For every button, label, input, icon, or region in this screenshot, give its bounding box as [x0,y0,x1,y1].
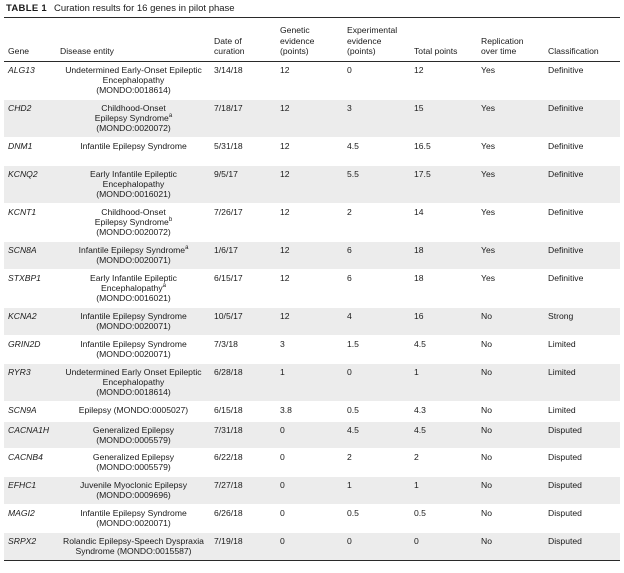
total-points-cell: 12 [414,64,424,75]
disease-line [60,85,207,95]
disease-line [60,387,207,397]
table-body [4,61,620,560]
disease-cell [56,421,210,448]
date-cell: 1/6/17 [214,244,238,255]
experimental-evidence-cell: 6 [347,272,352,283]
gene-cell: EFHC1 [8,479,37,490]
classification-cell: Strong [548,310,574,321]
disease-text: Undetermined Early Onset Epileptic [65,366,202,377]
disease-line [60,245,207,255]
table-row [4,61,620,99]
classification-cell: Disputed [548,507,582,518]
footnote-marker: a [185,244,189,251]
date-cell: 6/15/17 [214,272,243,283]
date-cell: 3/14/18 [214,64,243,75]
disease-text: Encephalopathy [102,376,165,387]
col-header-experimental: Experimental evidence (points) [343,18,410,61]
disease-line [60,255,207,265]
total-points-cell: 4.3 [414,404,426,415]
gene-cell: STXBP1 [8,272,41,283]
disease-cell [56,532,210,560]
disease-line [60,435,207,445]
total-points-cell: 17.5 [414,168,431,179]
disease-cell [56,448,210,476]
genetic-evidence-cell: 12 [280,64,290,75]
disease-cell [56,476,210,504]
disease-text: (MONDO:0020071) [96,254,171,265]
table-row [4,476,620,504]
table-row [4,532,620,560]
replication-cell: Yes [481,64,496,75]
disease-cell [56,363,210,401]
disease-text: Encephalopathy [102,74,165,85]
disease-line [60,349,207,359]
total-points-cell: 4.5 [414,338,426,349]
disease-text: Childhood-Onset [101,102,166,113]
table-row [4,99,620,137]
experimental-evidence-cell: 4.5 [347,424,359,435]
classification-cell: Definitive [548,206,584,217]
disease-text: Generalized Epilepsy [92,451,175,462]
date-cell: 10/5/17 [214,310,243,321]
gene-cell: SRPX2 [8,535,37,546]
classification-cell: Definitive [548,140,584,151]
disease-line [60,452,207,462]
table-row [4,241,620,269]
disease-cell [56,269,210,307]
disease-line [60,321,207,331]
replication-cell: Yes [481,272,496,283]
date-cell: 5/31/18 [214,140,243,151]
table-label: TABLE 1 [6,3,47,14]
date-cell: 9/5/17 [214,168,238,179]
gene-cell: CACNB4 [8,451,43,462]
genetic-evidence-cell: 0 [280,535,285,546]
disease-line [60,141,207,151]
table-row [4,363,620,401]
disease-line [60,103,207,113]
genetic-evidence-cell: 3 [280,338,285,349]
replication-cell: Yes [481,206,496,217]
disease-line [60,273,207,283]
disease-text: Encephalopathy [101,282,163,293]
disease-text: (MONDO:0020071) [96,348,171,359]
genetic-evidence-cell: 0 [280,479,285,490]
disease-line [60,293,207,303]
disease-line [60,518,207,528]
disease-line [60,425,207,435]
replication-cell: Yes [481,168,496,179]
footnote-marker: a [168,113,173,120]
disease-text: (MONDO:0018614) [96,85,171,96]
disease-text: (MONDO:0016021) [96,293,171,304]
genetic-evidence-cell: 1 [280,366,285,377]
disease-text: (MONDO:0020072) [96,123,171,134]
total-points-cell: 15 [414,102,424,113]
classification-cell: Definitive [548,272,584,283]
experimental-evidence-cell: 4.5 [347,140,359,151]
gene-cell: CHD2 [8,102,32,113]
disease-line [60,65,207,75]
date-cell: 7/3/18 [214,338,238,349]
table-row [4,203,620,241]
total-points-cell: 1 [414,366,419,377]
header-row [4,18,620,61]
total-points-cell: 0.5 [414,507,426,518]
disease-line [60,546,207,556]
col-header-replication: Replication over time [477,18,544,61]
experimental-evidence-cell: 0 [347,535,352,546]
table-caption [6,2,235,15]
experimental-evidence-cell: 0 [347,64,352,75]
disease-cell [56,203,210,241]
gene-cell: DNM1 [8,140,33,151]
disease-text: Epilepsy Syndrome [94,112,169,123]
total-points-cell: 18 [414,244,424,255]
classification-cell: Disputed [548,479,582,490]
disease-text: Early Infantile Epileptic [90,272,177,283]
table-row [4,269,620,307]
gene-cell: MAGI2 [8,507,35,518]
table-row [4,335,620,363]
experimental-evidence-cell: 5.5 [347,168,359,179]
disease-text: Encephalopathy [102,178,165,189]
col-header-total: Total points [410,18,477,61]
disease-text: Infantile Epilepsy Syndrome [80,338,187,349]
date-cell: 7/18/17 [214,102,243,113]
curation-table [4,18,620,561]
gene-cell: KCNT1 [8,206,37,217]
disease-line [60,123,207,133]
genetic-evidence-cell: 0 [280,424,285,435]
classification-cell: Definitive [548,102,584,113]
replication-cell: No [481,310,492,321]
genetic-evidence-cell: 12 [280,272,290,283]
genetic-evidence-cell: 12 [280,102,290,113]
gene-cell: KCNA2 [8,310,37,321]
classification-cell: Disputed [548,424,582,435]
table-row [4,504,620,532]
disease-text: Childhood-Onset [101,206,166,217]
disease-cell [56,99,210,137]
disease-line [60,367,207,377]
replication-cell: No [481,535,492,546]
date-cell: 7/19/18 [214,535,243,546]
classification-cell: Limited [548,404,576,415]
experimental-evidence-cell: 3 [347,102,352,113]
gene-cell: ALG13 [8,64,35,75]
replication-cell: No [481,507,492,518]
disease-text: Infantile Epilepsy Syndrome [80,310,187,321]
disease-cell [56,307,210,335]
disease-text: (MONDO:0020072) [96,227,171,238]
total-points-cell: 0 [414,535,419,546]
classification-cell: Disputed [548,535,582,546]
total-points-cell: 1 [414,479,419,490]
genetic-evidence-cell: 12 [280,244,290,255]
total-points-cell: 16 [414,310,424,321]
disease-text: Infantile Epilepsy Syndrome [80,140,187,151]
experimental-evidence-cell: 0.5 [347,404,359,415]
footnote-marker: b [168,217,173,224]
disease-text: (MONDO:0020071) [96,320,171,331]
disease-text: Rolandic Epilepsy-Speech Dyspraxia [63,535,204,546]
col-header-disease: Disease entity [56,18,210,61]
classification-cell: Limited [548,366,576,377]
disease-text: Syndrome (MONDO:0015587) [75,545,192,556]
replication-cell: No [481,479,492,490]
replication-cell: No [481,338,492,349]
disease-text: Early Infantile Epileptic [90,168,177,179]
disease-text: Generalized Epilepsy [92,424,175,435]
replication-cell: Yes [481,244,496,255]
gene-cell: RYR3 [8,366,31,377]
disease-text: Infantile Epilepsy Syndrome [80,507,187,518]
disease-line [60,490,207,500]
total-points-cell: 16.5 [414,140,431,151]
date-cell: 7/27/18 [214,479,243,490]
disease-text: (MONDO:0016021) [96,189,171,200]
replication-cell: Yes [481,102,496,113]
genetic-evidence-cell: 3.8 [280,404,292,415]
disease-text: (MONDO:0005579) [96,434,171,445]
gene-cell: KCNQ2 [8,168,38,179]
date-cell: 6/15/18 [214,404,243,415]
date-cell: 6/28/18 [214,366,243,377]
disease-text: Undetermined Early-Onset Epileptic [65,64,202,75]
table-row [4,401,620,421]
replication-cell: No [481,424,492,435]
disease-text: Infantile Epilepsy Syndrome [78,244,186,255]
table-row [4,307,620,335]
disease-line [60,227,207,237]
disease-line [60,189,207,199]
date-cell: 6/26/18 [214,507,243,518]
col-header-genetic: Genetic evidence (points) [276,18,343,61]
gene-cell: GRIN2D [8,338,41,349]
experimental-evidence-cell: 6 [347,244,352,255]
disease-cell [56,241,210,269]
table-row [4,448,620,476]
disease-text: Epilepsy (MONDO:0005027) [78,404,189,415]
disease-text: Juvenile Myoclonic Epilepsy [80,479,187,490]
total-points-cell: 2 [414,451,419,462]
gene-cell: SCN8A [8,244,37,255]
genetic-evidence-cell: 12 [280,310,290,321]
classification-cell: Definitive [548,64,584,75]
disease-cell [56,504,210,532]
table-row [4,421,620,448]
disease-cell [56,165,210,203]
experimental-evidence-cell: 0.5 [347,507,359,518]
disease-text: (MONDO:0020071) [96,517,171,528]
total-points-cell: 4.5 [414,424,426,435]
disease-line [60,480,207,490]
table-row [4,137,620,165]
experimental-evidence-cell: 2 [347,206,352,217]
disease-line [60,339,207,349]
disease-line [60,179,207,189]
disease-line [60,462,207,472]
date-cell: 7/26/17 [214,206,243,217]
disease-cell [56,335,210,363]
disease-line [60,377,207,387]
disease-text: Epilepsy Syndrome [94,216,169,227]
disease-line [60,283,207,293]
gene-cell: CACNA1H [8,424,50,435]
col-header-gene: Gene [4,18,56,61]
replication-cell: No [481,366,492,377]
disease-cell [56,137,210,165]
disease-line [60,311,207,321]
disease-line [60,217,207,227]
total-points-cell: 18 [414,272,424,283]
col-header-classification: Classification [544,18,620,61]
disease-cell [56,61,210,99]
gene-cell: SCN9A [8,404,37,415]
disease-line [60,169,207,179]
experimental-evidence-cell: 0 [347,366,352,377]
date-cell: 6/22/18 [214,451,243,462]
disease-line [60,75,207,85]
genetic-evidence-cell: 12 [280,140,290,151]
col-header-date: Date of curation [210,18,276,61]
disease-line [60,536,207,546]
disease-text: (MONDO:0005579) [96,461,171,472]
classification-cell: Definitive [548,244,584,255]
genetic-evidence-cell: 0 [280,451,285,462]
disease-line [60,405,207,415]
disease-text: (MONDO:0009696) [96,489,171,500]
experimental-evidence-cell: 4 [347,310,352,321]
experimental-evidence-cell: 1.5 [347,338,359,349]
total-points-cell: 14 [414,206,424,217]
disease-text: (MONDO:0018614) [96,387,171,398]
table-row [4,165,620,203]
footnote-marker: a [162,283,166,290]
date-cell: 7/31/18 [214,424,243,435]
classification-cell: Definitive [548,168,584,179]
genetic-evidence-cell: 12 [280,168,290,179]
table-title: Curation results for 16 genes in pilot phase [53,3,235,14]
genetic-evidence-cell: 12 [280,206,290,217]
experimental-evidence-cell: 2 [347,451,352,462]
classification-cell: Disputed [548,451,582,462]
disease-line [60,113,207,123]
disease-line [60,207,207,217]
classification-cell: Limited [548,338,576,349]
disease-cell [56,401,210,421]
experimental-evidence-cell: 1 [347,479,352,490]
genetic-evidence-cell: 0 [280,507,285,518]
disease-line [60,508,207,518]
replication-cell: No [481,451,492,462]
replication-cell: No [481,404,492,415]
replication-cell: Yes [481,140,496,151]
